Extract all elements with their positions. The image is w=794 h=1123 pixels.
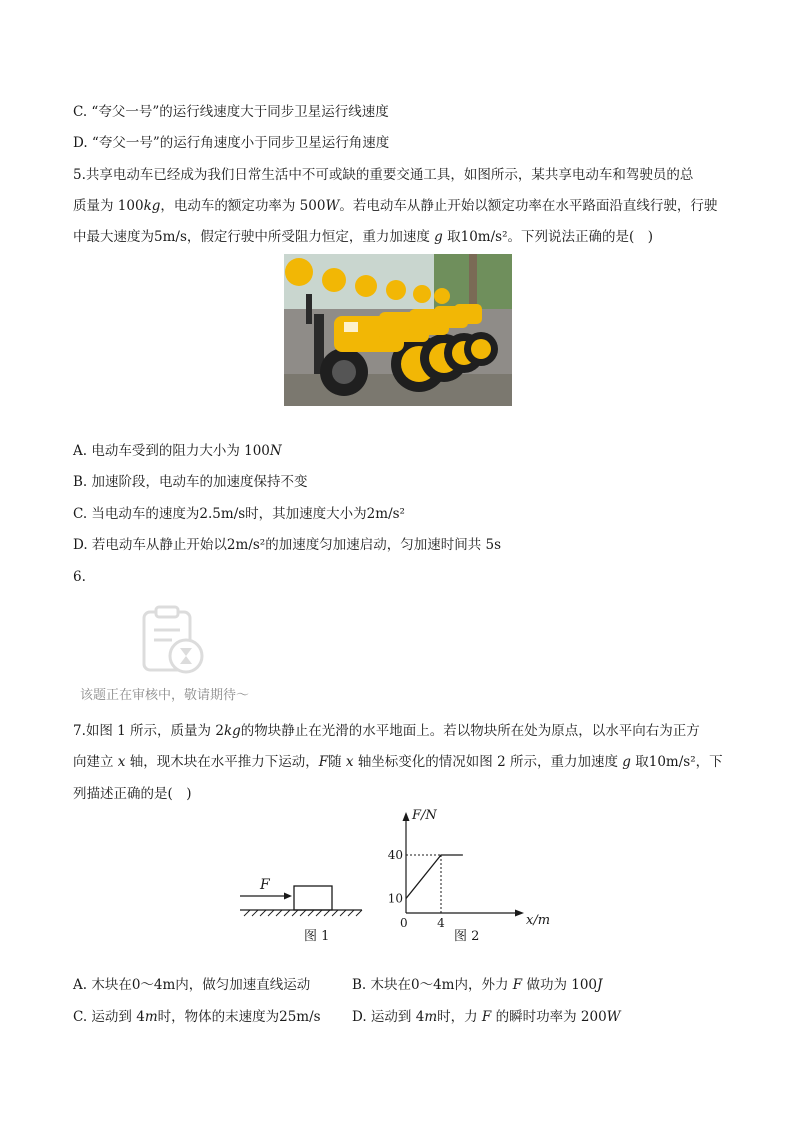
- figure-2-f-x-chart: [382, 802, 562, 944]
- figure-1-caption: 图 1: [304, 929, 330, 944]
- pending-review-notice: 该题正在审核中，敬请期待～: [80, 688, 250, 703]
- q7-option-b: B. 木块在0～4m内，外力 F 做功为 100J: [352, 977, 603, 993]
- figure-1-block-diagram: [236, 874, 366, 944]
- q5-option-a: A. 电动车受到的阻力大小为 100N: [73, 443, 282, 459]
- q4-option-d: D. “夸父一号”的运行角速度小于同步卫星运行角速度: [73, 135, 390, 151]
- q5-option-c: C. 当电动车的速度为2.5m/s时，其加速度大小为2m/s²: [73, 506, 405, 522]
- q6-number: 6.: [73, 569, 86, 585]
- y-tick-label-low: 10: [387, 891, 403, 906]
- q4-option-c: C. “夸父一号”的运行线速度大于同步卫星运行线速度: [73, 104, 389, 120]
- origin-label: 0: [400, 916, 408, 930]
- shared-ebikes-photo: [284, 254, 512, 406]
- q7-stem-line3: 列描述正确的是( ): [73, 786, 192, 802]
- clipboard-hourglass-icon: [138, 604, 208, 676]
- force-series-line: [406, 855, 463, 899]
- q7-option-a: A. 木块在0～4m内，做匀加速直线运动: [73, 977, 311, 993]
- q7-option-d: D. 运动到 4m时，力 F 的瞬时功率为 200W: [352, 1009, 621, 1025]
- q5-option-d: D. 若电动车从静止开始以2m/s²的加速度匀加速启动，匀加速时间共 5s: [73, 537, 502, 553]
- q5-option-b: B. 加速阶段，电动车的加速度保持不变: [73, 474, 308, 490]
- force-label: F: [260, 877, 270, 893]
- x-tick-label: 4: [437, 916, 445, 930]
- x-axis-arrow: [515, 910, 524, 917]
- q5-stem-line2: 质量为 100kg，电动车的额定功率为 500W。若电动车从静止开始以额定功率在水平路面沿直线行驶，行驶: [73, 198, 718, 214]
- q5-stem-line3: 中最大速度为5m/s，假定行驶中所受阻力恒定，重力加速度 g 取10m/s²。下列说法正确的是( ): [73, 229, 654, 245]
- q7-stem-line1: 7.如图 1 所示，质量为 2kg的物块静止在光滑的水平地面上。若以物块所在处为原点，以水平向右为正方: [73, 723, 700, 739]
- q7-stem-line2: 向建立 x 轴，现木块在水平推力下运动，F随 x 轴坐标变化的情况如图 2 所示，重力加速度 g 取10m/s²，下: [73, 754, 723, 770]
- y-axis-label: F/N: [412, 808, 437, 823]
- q5-stem-line1: 5.共享电动车已经成为我们日常生活中不可或缺的重要交通工具，如图所示，某共享电动车和驾驶员的总: [73, 167, 694, 183]
- q7-option-c: C. 运动到 4m时，物体的末速度为25m/s: [73, 1009, 321, 1025]
- x-axis-label: x/m: [526, 913, 551, 928]
- y-axis-arrow: [403, 812, 410, 821]
- figure-2-caption: 图 2: [454, 929, 480, 944]
- y-tick-label-high: 40: [387, 848, 403, 862]
